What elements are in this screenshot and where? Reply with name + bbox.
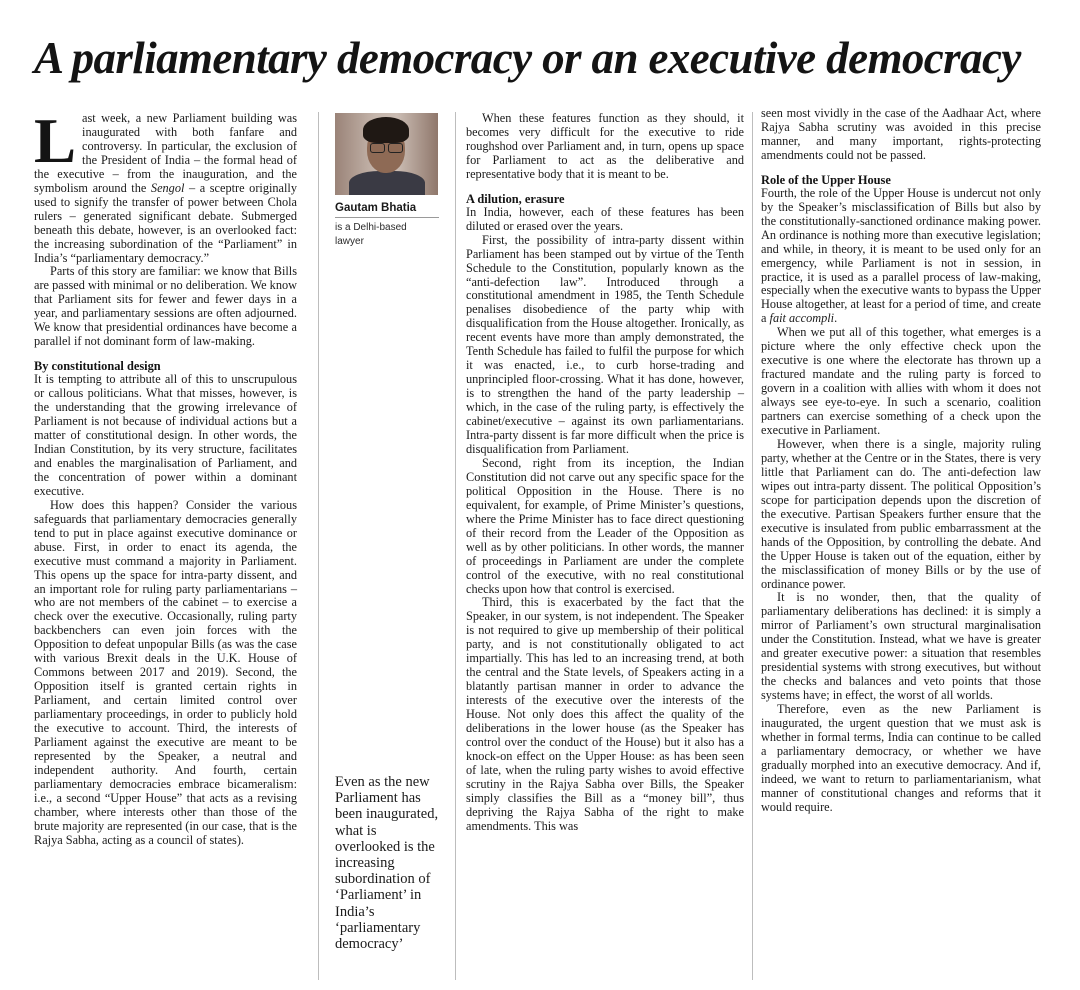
paragraph xyxy=(761,187,1041,327)
paragraph: First, the possibility of intra-party dissent within Parliament has been stamped out by virtue of the Tenth Schedule to the Constitution, popularly known as the “anti-defection law”. Introduced through a constitutional amendment in 1985, the Tenth Schedule penalises disobedience of the party whip with disqualification from the House altogether. Ironically, as recent events have more than amply demonstrated, the Tenth Schedule has failed to fulfil the purpose for which it was enacted, i.e., to curb horse-trading and unprincipled floor-crossing. What it has done, however, is to strengthen the hand of the party leadership – which, in the case of the ruling party, is effectively the cabinet/executive – against its own parliamentarians. Intra-party dissent is far more difficult when the price is disqualification from Parliament. xyxy=(466,232,744,456)
paragraph: Third, this is exacerbated by the fact that the Speaker, in our system, is not independent. The Speaker is not required to give up membership of their political party, and is not constitutionally obligated to act impartially. This has led to an increasing trend, at both the central and the State levels, of Speakers acting in a blatantly partisan manner in order to advance the interests of the executive over the interests of the House. Not only does this affect the quality of the deliberations in the lower house (as the Speaker has control over the conduct of the House) but it also has a knock-on effect on the Upper House: as has been seen of late, when the ruling party wishes to avoid effective scrutiny in the Rajya Sabha over Bills, the Speaker simply classifies the Bill as a “money bill”, thus depriving the Rajya Sabha of the right to make amendments. This was xyxy=(466,595,744,833)
drop-cap: L xyxy=(34,106,77,176)
text-run: Fourth, the role of the Upper House is undercut not only by the Speaker’s misclassification of Bills but also by the constitutionally-sanctioned ordinance making power. An ordinance is nothing more than executive legislation; and while, in theory, it is meant to be used only for an emergency, while Parliament is not in session, in practice, it is used as a parallel process of law-making, especially when the executive wants to bypass the Upper House altogether, at least for a period of time, and create a xyxy=(761,185,1042,326)
article-column-3 xyxy=(466,112,744,834)
paragraph: seen most vividly in the case of the Aadhaar Act, where Rajya Sabha scrutiny was avoided in this precise manner, and many important, rights-protecting amendments could not be passed. xyxy=(761,106,1041,162)
author-photo xyxy=(335,113,438,195)
text-run: . xyxy=(834,311,838,326)
headline: A parliamentary democracy or an executive democracy xyxy=(34,33,1021,83)
italic-term: Sengol xyxy=(150,180,185,195)
paragraph: Second, right from its inception, the Indian Constitution did not carve out any specific space for the political Opposition in the House. There is no equivalent, for example, of Prime Minister’s questions, where the Prime Minister has to face direct questioning of their record from the Leader of the Opposition as well as by other politicians. In other words, the manner of proceedings in Parliament are under the complete control of the executive, with no real constitutional checks upon how that control is exercised. xyxy=(466,455,744,596)
paragraph: Therefore, even as the new Parliament is inaugurated, the urgent question that we must ask is whether in formal terms, India can continue to be called a parliamentary democracy, or whether we have gradually morphed into an executive democracy. And if, indeed, we want to return to parliamentarianism, what manner of constitutional changes and reforms that it would require. xyxy=(761,702,1041,814)
paragraph: Parts of this story are familiar: we know that Bills are passed with minimal or no deliberation. We know that Parliament sits for fewer and fewer days in a year, and parliamentary sessions are often adjourned. We know that presidential ordinances have become a parallel if not dominant form of law-making. xyxy=(34,264,297,349)
paragraph: It is no wonder, then, that the quality of parliamentary deliberations has declined: it is simply a mirror of Parliament’s own structural marginalisation under the Constitution. Instead, what we have is greater and greater executive power: a situation that resembles presidential systems with strong executives, but without the checks and balances and veto points that those systems have; in effect, the worst of all worlds. xyxy=(761,590,1041,703)
article-column-1 xyxy=(34,106,297,848)
column-divider xyxy=(455,112,456,980)
column-divider xyxy=(318,112,319,980)
paragraph: When these features function as they should, it becomes very difficult for the executive to ride roughshod over Parliament and, in turn, opens up space for Parliament to act as the deliberative and representative body that it is meant to be. xyxy=(466,111,744,181)
italic-term: fait accompli xyxy=(769,311,835,326)
paragraph: It is tempting to attribute all of this to unscrupulous or callous politicians. What that misses, however, is the understanding that the growing irrelevance of Parliament is not because of individual actions but a matter of constitutional design. In other words, the Indian Constitution, by its very structure, facilitates and enables the marginalisation of Parliament, and the concentration of power within a dominant executive. xyxy=(34,372,297,498)
author-name: Gautam Bhatia xyxy=(335,202,417,214)
paragraph xyxy=(34,106,297,265)
author-divider xyxy=(335,217,439,218)
section-heading: By constitutional design xyxy=(34,359,161,374)
paragraph: In India, however, each of these features has been diluted or erased over the years. xyxy=(466,204,744,233)
section-heading: Role of the Upper House xyxy=(761,172,891,187)
column-divider xyxy=(752,112,753,980)
author-bio: is a Delhi-based lawyer xyxy=(335,222,407,247)
section-heading: A dilution, erasure xyxy=(466,191,565,206)
paragraph: When we put all of this together, what emerges is a picture where the only effective check upon the executive is one where the electorate has thrown up a fractured mandate and the ruling party is forced to govern in a coalition with allies with whom it does not always see eye-to-eye. In such a scenario, coalition partners can exercise something of a check upon the executive in Parliament. xyxy=(761,325,1041,438)
pull-quote: Even as the new Parliament has been inaugurated, what is overlooked is the increasing subordination of ‘Parliament’ in India’s ‘parliamentary democracy’ xyxy=(335,774,439,953)
paragraph: However, when there is a single, majority ruling party, whether at the Centre or in the States, there is very little that Parliament can do. The anti-defection law wipes out intra-party dissent. The political Opposition’s scope for participation depends upon the discretion of the executive. Partisan Speakers further ensure that the executive is insulated from public embarrassment at the hands of the Opposition, by controlling the debate. And the Upper House is taken out of the equation, either by the misclassification of money Bills or by the use of ordinance power. xyxy=(761,436,1041,591)
text-run: ast week, a new Parliament building was inaugurated with both fanfare and controversy. In particular, the exclusion of the President of India – the formal head of the executive – from the inauguration, and the symbolism around the xyxy=(34,111,297,195)
article-column-4 xyxy=(761,107,1041,815)
paragraph: How does this happen? Consider the various safeguards that parliamentary democracies generally tend to put in place against executive dominance or abuse. First, in order to enact its agenda, the executive must command a majority in Parliament. This opens up the space for intra-party dissent, and an important role for ruling party parliamentarians – who are not members of the cabinet – to exercise a check over the executive. Occasionally, ruling party backbenchers can even join forces with the Opposition to defeat unpopular Bills (as was the case with various Brexit deals in the U.K. House of Commons between 2017 and 2019). Second, the Opposition itself is granted certain rights in Parliament, and certain limited control over parliamentary proceedings, in order to publicly hold the executive to account. Third, the interests of Parliament against the executive are meant to be represented by the Speaker, a neutral and independent authority. And fourth, certain parliamentary democracies embrace bicameralism: i.e., a second “Upper House” that acts as a revising chamber, where interests other than those of the brute majority are represented (in our case, that is the Rajya Sabha, acting as a council of states). xyxy=(34,497,297,847)
text-run: – a sceptre originally used to signify the transfer of power between Chola rulers – generated significant debate. Submerged beneath this debate, however, is an overlooked fact: the increasing subordination of the “Parliament” in India’s “parliamentary democracy.” xyxy=(34,180,297,265)
